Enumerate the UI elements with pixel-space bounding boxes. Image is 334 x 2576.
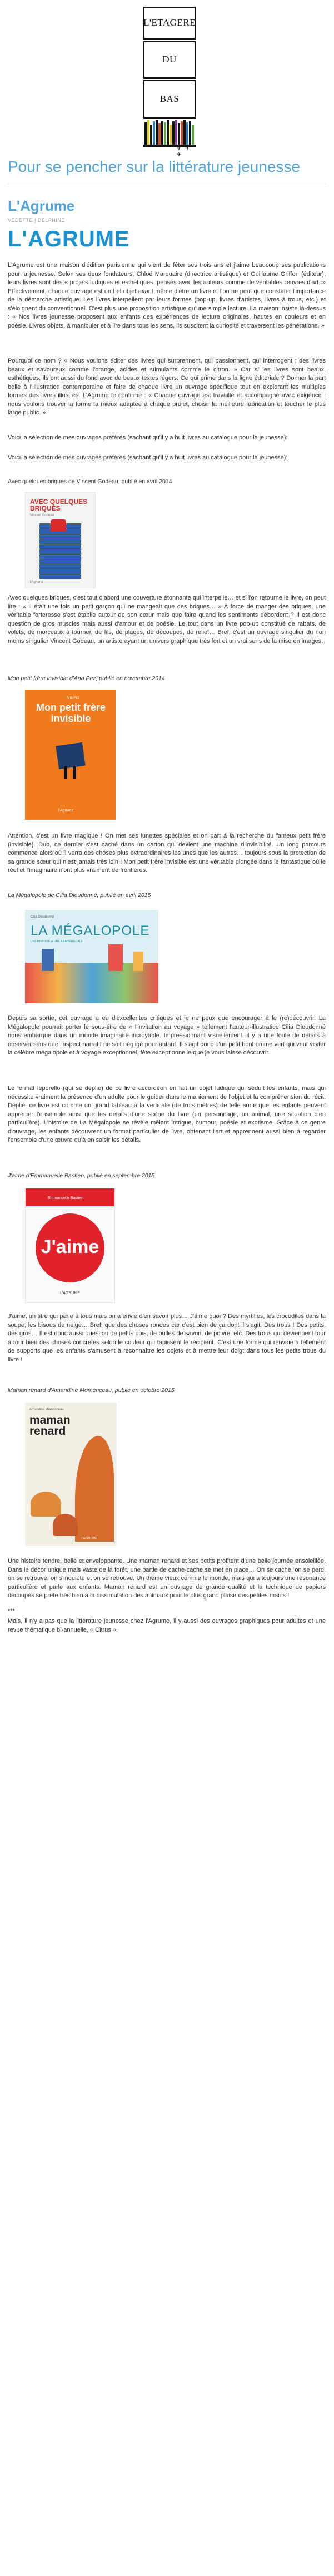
paragraph-closing: Mais, il n'y a pas que la littérature jeunesse chez l'Agrume, il y aussi des ouvrages graphiques pour adultes et une revue thématique bi-annuelle, « Citrus ». (8, 1618, 326, 1633)
logo-word-etagere: L'ETAGERE (143, 7, 196, 39)
paragraph-leporello: Le format leporello (qui se déplie) de ce livre accordéon en fait un objet ludique qui séduit les enfants, mais qui nécessite vraiment la présence d'un adulte pour le guider dans le maniement de l'objet et la compréhension du récit. Déplié, ce livre est comme un grand tableau à la verticale (de trois mètres) de telle sorte que les enfants peuvent apprécier l'ensemble ainsi que les détails d'une scène du livre (un personnage, un animal, une situation bien particulière). L'histoire de La Mégalopole se révèle mêlant intrigue, humour, poésie et exotisme. Grâce à ce genre d'ouvrage, les enfants découvrent un format particulier de livre, obtenant l'art et apprennent aussi bien à regarder l'ensemble d'une œuvre qu'à en saisir les détails. (8, 1085, 326, 1143)
paragraph-frere: Attention, c'est un livre magique ! On met ses lunettes spéciales et on part à la recherche du fameux petit frère (invisible). Duo, ce dernier s'est caché dans un carton qui devient une machine d'invisibilité. Un long parcours commence alors où il verra des choses plus extraordinaires les unes que les autres… toujours sous la protection de sa grande sœur qui n'est jamais très loin ! Mon petit frère invisible est une véritable plongée dans le fantastique où le réel et l'imaginaire n'ont plus vraiment de frontières. (8, 833, 326, 874)
tower-illustration (133, 952, 143, 971)
paragraph-briques: Avec quelques briques, c'est tout d'abord une couverture étonnante qui interpelle… et si l'on retourne le livre, on peut lire : « Il était une fois un petit garçon qui ne mangeait que des briques… » À force de manger des briques, une véritable forteresse s'est établie autour de son cœur mais que faire quand les sentiments débordent ? Il est donc question de gros muscles mais aussi d'amour et de poésie. Le tout dans un livre pop-up constitué de rabats, de volets, de morceaux à tourner, de fils, de plages, de découpes, de relief… Bref, c'est un ouvrage singulier du non moins singulier Vincent Godeau, un artiste ayant un univers graphique très fort et un vrai sens de la mise en images. (8, 595, 326, 645)
cover-mon-petit-frere-invisible[interactable] (25, 690, 116, 820)
logo-word-du: DU (143, 41, 196, 78)
box-character-illustration (56, 742, 85, 769)
cover-title: maman renard (29, 1414, 71, 1438)
paragraph-nom: Pourquoi ce nom ? « Nous voulons éditer des livres qui surprennent, qui passionnent, qui interrogent ; des livres beaux et savoureux comme l'orange, acides et stimulants comme le citron. » Car si les livres sont beaux, esthétiques, ils ont aussi du fond avec de beaux textes légers. Ce qui prime dans la ligne éditoriale ? Donner la part belle à l'illustration contemporaine et faire de chaque livre un ouvrage spécifique tout en explorant les multiples formes des livres illustrés. L'Agrume le confirme : « Chaque ouvrage est travaillé et accompagné avec exigence : nous voulons trouver la forme la mieux adaptée à chaque projet, choisir la meilleure fabrication et toucher le plus large public. » (8, 358, 326, 416)
caption-briques: Avec quelques briques de Vincent Godeau, publié en avril 2014 (8, 478, 172, 485)
paragraph-intro: L'Agrume est une maison d'édition parisienne qui vient de fêter ses trois ans et j'aime beaucoup ses publications pour la jeunesse. Selon ses deux fondateurs, Chloé Marquaire (directrice artistique) et Guillaume Griffon (éditeur), leurs livres sont des « projets ludiques et esthétiques, pensés avec les auteurs comme de véritables œuvres d'art. » Effectivement, chaque ouvrage est un bel objet avant même d'être un livre et l'on ne peut que constater l'importance de la démarche artistique. Les livres interpellent par leurs formes (pop-up, livres d'artistes, livres à trous, etc.) et s'éloignent du conventionnel. C'est plus une proposition artistique qu'une simple lecture. La maison insiste là-dessus : « Nos livres jeunesse proposent aux enfants des expériences de lecture originales, hautes en couleurs et en poésie. Livres objets, à manipuler et à lire dans tous les sens, ils suscitent la curiosité et traversent les générations. » (8, 262, 326, 329)
cover-author: Cilia Dieudonné (31, 915, 54, 919)
tower-illustration (42, 949, 54, 971)
fox-cub-illustration (53, 1514, 78, 1536)
caption-frere: Mon petit frère invisible d'Ana Pez, publié en novembre 2014 (8, 675, 165, 682)
fox-mother-illustration (75, 1436, 114, 1542)
cover-la-megalopole[interactable] (25, 910, 158, 1003)
post-title[interactable]: L'Agrume (8, 197, 75, 214)
page-title: Pour se pencher sur la littérature jeunesse (8, 158, 301, 175)
cover-title: J'aime (41, 1236, 99, 1257)
paragraph-selection: Voici la sélection de mes ouvrages préférés (sachant qu'il y a huit livres au catalogue pour la jeunesse): (8, 434, 288, 441)
cover-title: Mon petit frère invisible (36, 702, 106, 724)
brick-tower-illustration (39, 523, 81, 579)
logo-shelf (143, 77, 196, 79)
logo-shelf (143, 38, 196, 40)
paragraph-megalopole: Depuis sa sortie, cet ouvrage a eu d'excellentes critiques et je ne peux que encourager à le (re)découvrir. La Mégalopole pourrait porter le sous-titre de « l'invitation au voyage » tellement l'auteur-illustratice Cilia Dieudonné nous embarque dans un monde imaginaire incroyable. Impressionnant visuellement, il y a une foule de détails à observer sans que l'aspect narratif ne soit négligé pour autant. Il s'agit donc d'un petit bonhomme vert qui veut visiter la célèbre mégalopole et à voyage exceptionnel, fête exceptionnelle que je vous laisse découvrir. (8, 1015, 326, 1056)
tower-illustration (108, 944, 123, 971)
logo-word-bas: BAS (143, 80, 196, 118)
separator-stars: *** (8, 1608, 15, 1614)
agrume-logo: L'AGRUME (8, 227, 130, 251)
cover-subtitle: UNE HISTOIRE À LIRE À LA VERTICALE (31, 940, 83, 943)
cover-author: Ana Pez (67, 696, 79, 700)
logo-shelf (143, 117, 196, 119)
leg-illustration (73, 766, 76, 779)
cover-avec-quelques-briques[interactable] (25, 492, 96, 588)
character-head (51, 519, 66, 532)
cover-title: AVEC QUELQUES BRIQUES (30, 498, 88, 512)
cover-publisher: L'AGRUME (81, 1537, 98, 1540)
cover-publisher: l'Agrume (58, 809, 74, 813)
cover-author: Emmanuelle Bastien (48, 1196, 84, 1200)
cover-publisher: L'AGRUME (60, 1291, 80, 1295)
caption-megalopole: La Mégalopole de Cilia Dieudonné, publié en avril 2015 (8, 892, 151, 899)
cover-title: LA MÉGALOPOLE (31, 923, 150, 938)
paragraph-jaime: J'aime, un titre qui parle à tous mais on a envie d'en savoir plus… J'aime quoi ? Des myrtilles, les crocodiles dans la soupe, les bisous de neige… Bref, que des choses rondes car c'est bien de ça dont il s'agit. Des trous ! Des petits, des gros… Il est donc aussi question de petits pois, de bulles de savon, de poivre, etc. Des trous qui deviennent tour à tour bien des choses concrètes selon le couleur qui tapissent le récipient. C'est une forme qui renvoie à tellement de supports que les enfants s'amusent à reconnaître les objets et à mettre leur doigt dans tous les petits trous du livre ! (8, 1313, 326, 1363)
logo-books-illustration (144, 120, 195, 145)
leg-illustration (64, 766, 67, 779)
paragraph-renard: Une histoire tendre, belle et enveloppante. Une maman renard et ses petits profitent d'une belle journée ensoleillée. Dans le décor unique mais vaste de la forêt, une partie de cache-cache se met en place… On se cache, on se perd, on se retrouve, on s'inquiète et on se retrouve. Un thème vieux comme le monde, mais qui a toujours une résonance particulière et parle aux enfants. Maman renard est un ouvrage de grande qualité et la technique de papiers découpés se prête très bien à la dissimulation des animaux pour le plus grand plaisir des petites mains ! (8, 1558, 326, 1599)
cover-jaime[interactable] (25, 1188, 115, 1303)
birds-icon: ✈ ✈ ✈ (177, 146, 191, 158)
fox-cub-illustration (31, 1492, 61, 1517)
cover-author: Vincent Godeau (30, 514, 54, 517)
cover-maman-renard[interactable] (25, 1403, 117, 1546)
site-logo[interactable] (143, 7, 196, 158)
paragraph-selection-repeat: Voici la sélection de mes ouvrages préférés (sachant qu'il y a huit livres au catalogue pour la jeunesse): (8, 454, 288, 461)
cover-author: Amandine Momenceau (29, 1408, 64, 1411)
caption-renard: Maman renard d'Amandine Momenceau, publié en octobre 2015 (8, 1387, 175, 1394)
cover-publisher: l'Agrume (30, 581, 43, 584)
post-byline[interactable]: VEDETTE | DELPHINE (8, 217, 65, 223)
caption-jaime: J'aime d'Emmanuelle Bastien, publié en septembre 2015 (8, 1172, 155, 1179)
